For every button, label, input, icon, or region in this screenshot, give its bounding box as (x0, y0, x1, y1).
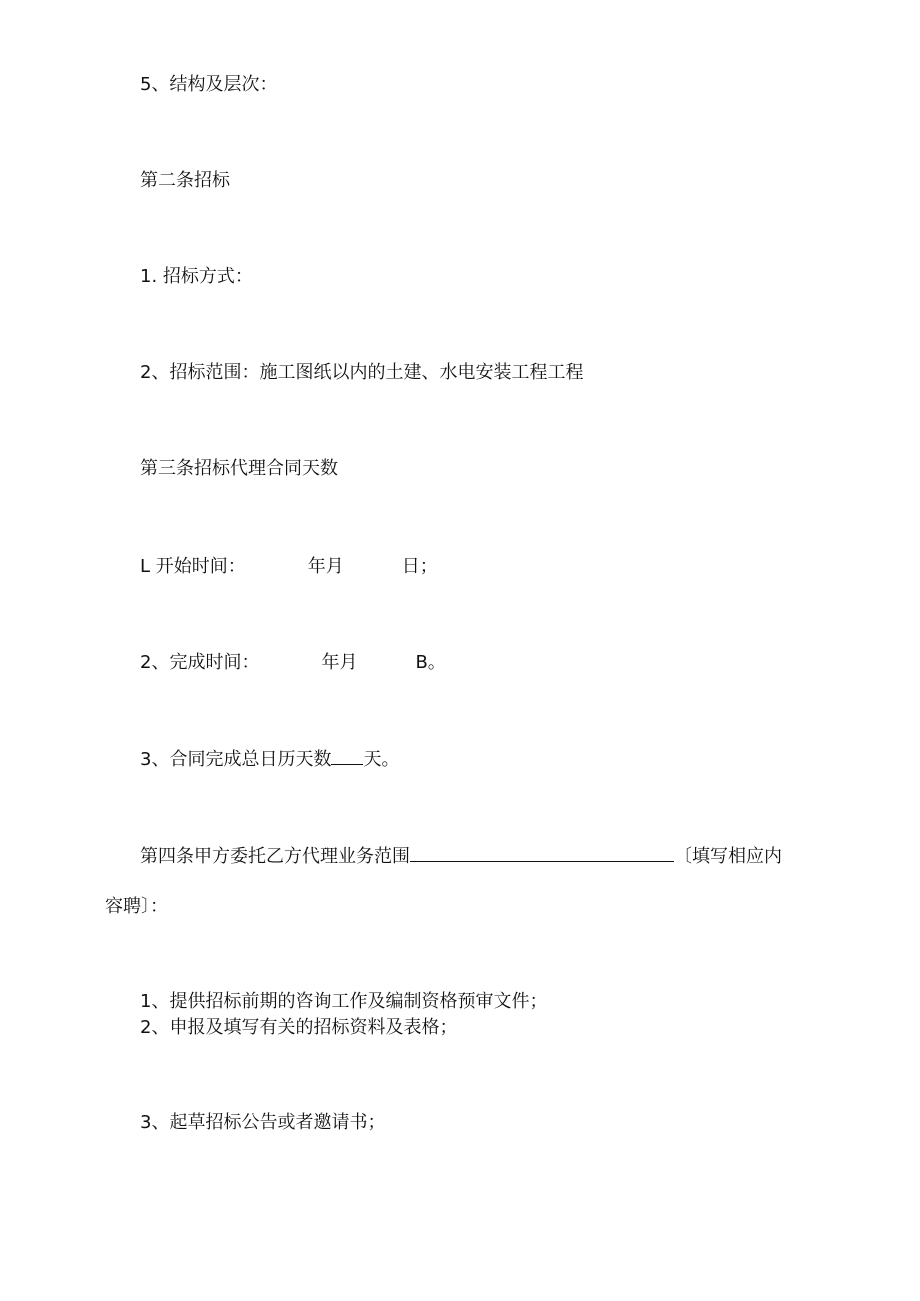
article-3-start-time (140, 554, 438, 580)
article-4-blank (410, 843, 674, 862)
article-3-total-days (140, 746, 399, 773)
article-4-note: 〔填写相应内 (674, 846, 782, 867)
item-5-structure: 5、结构及层次： (140, 74, 278, 95)
start-time-label: L 开始时间： (140, 556, 246, 577)
article-4-item-2: 2、申报及填写有关的招标资料及表格； (140, 1017, 458, 1038)
article-4-item-3: 3、起草招标公告或者邀请书； (140, 1112, 386, 1133)
total-days-blank (331, 746, 363, 765)
start-time-day: 日； (401, 556, 438, 577)
article-4-item-1: 1、提供招标前期的咨询工作及编制资格预审文件； (140, 991, 548, 1012)
article-2-item-2: 2、招标范围：施工图纸以内的土建、水电安装工程工程 (140, 362, 584, 383)
article-3-title: 第三条招标代理合同天数 (140, 458, 338, 479)
total-days-unit: 天。 (363, 749, 400, 770)
end-time-day: B。 (415, 652, 446, 673)
article-2-item-1: 1. 招标方式： (140, 266, 253, 287)
article-4-continuation: 容聘〕： (105, 896, 168, 917)
end-time-label: 2、完成时间： (140, 652, 260, 673)
total-days-text: 3、合同完成总日历天数 (140, 749, 332, 770)
article-4-text: 第四条甲方委托乙方代理业务范围 (140, 846, 410, 867)
end-time-year-month: 年月 (321, 652, 358, 673)
start-time-year-month: 年月 (307, 556, 344, 577)
article-2-title: 第二条招标 (140, 170, 230, 191)
article-4-title (140, 843, 782, 870)
article-3-end-time (140, 650, 446, 676)
